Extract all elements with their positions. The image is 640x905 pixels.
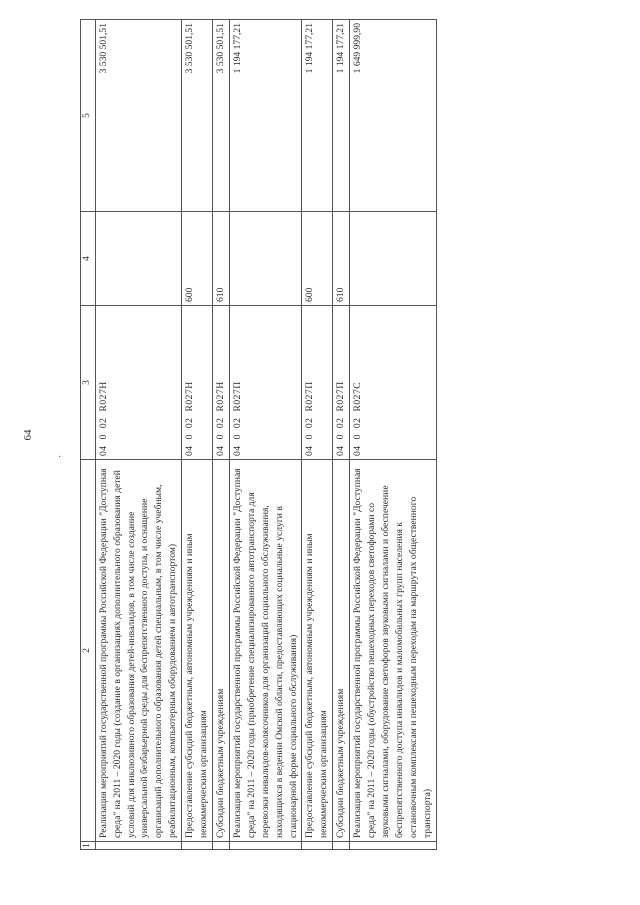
column-header: 4	[81, 212, 96, 306]
code-part: R027H	[184, 381, 196, 412]
row-code	[302, 306, 333, 460]
code-part: 02	[231, 417, 243, 429]
row-code	[229, 306, 302, 460]
code-part: 02	[215, 417, 227, 429]
row-code	[350, 306, 436, 460]
budget-table	[80, 19, 437, 850]
column-header: 2	[81, 460, 96, 842]
row-expense-type	[229, 212, 302, 306]
code-part: R027C	[352, 381, 364, 412]
code-part: R027H	[215, 381, 227, 412]
row-code	[182, 306, 213, 460]
scan-dot: ·	[58, 452, 62, 463]
code-part: 02	[97, 417, 109, 429]
code-part: R027П	[335, 381, 347, 412]
code-part: 0	[184, 434, 196, 440]
table-row	[229, 20, 302, 850]
row-index-cell	[333, 842, 350, 850]
table-row	[95, 20, 181, 850]
code-part: 0	[215, 434, 227, 440]
row-index-cell	[229, 842, 302, 850]
table-row	[350, 20, 436, 850]
table-row	[333, 20, 350, 850]
row-expense-type	[95, 212, 181, 306]
row-expense-type: 610	[213, 212, 230, 306]
row-index-cell	[95, 842, 181, 850]
code-part: 02	[335, 417, 347, 429]
row-amount: 1 194 177,21	[229, 20, 302, 212]
rotated-content	[22, 20, 620, 850]
row-name: Реализация мероприятий государственной программы Российской Федерации "Доступная среда" на 2011 – 2020 годы (приобретение специализированного автотранспорта для перевозки инвалидов-колясочников для организаций социального обслуживания, находящихся в ведении Омской области, предоставляющих социальные услуги в стационарной форме социального обслуживания)	[229, 460, 302, 842]
code-part: 0	[352, 434, 364, 440]
code-part: 04	[97, 445, 109, 456]
code-part: R027H	[97, 381, 109, 412]
code-part: 04	[215, 445, 227, 456]
row-name: Реализация мероприятий государственной программы Российской Федерации "Доступная среда" на 2011 – 2020 годы (обустройство пешеходных переходов светофорами со звуковыми сигналами, оборудование светофоров звуковыми сигналами и обеспечение беспрепятственного доступа инвалидов и маломобильных групп населения к остановочным комплексам и пешеходным переходам на маршрутах общественного транспорта)	[350, 460, 436, 842]
row-name: Реализация мероприятий государственной программы Российской Федерации "Доступная среда" на 2011 – 2020 годы (создание в организациях дополнительного образования детей условий для инклюзивного образования детей-инвалидов, в том числе создание универсальной безбарьерной среды для беспрепятственного доступа, и оснащение организаций дополнительного образования детей специальным, в том числе учебным, реабилитационным, компьютерным оборудованием и автотранспортом)	[95, 460, 181, 842]
code-part: 0	[231, 434, 243, 440]
code-part: R027П	[231, 381, 243, 412]
row-name: Субсидии бюджетным учреждениям	[333, 460, 350, 842]
row-code	[213, 306, 230, 460]
row-index-cell	[213, 842, 230, 850]
table-row	[302, 20, 333, 850]
table-row	[182, 20, 213, 850]
code-part: 04	[304, 445, 316, 456]
code-part: 0	[97, 434, 109, 440]
column-header: 1	[81, 842, 96, 850]
code-part: 0	[335, 434, 347, 440]
row-expense-type: 600	[182, 212, 213, 306]
code-part: 04	[184, 445, 196, 456]
row-amount: 1 194 177,21	[302, 20, 333, 212]
table-row	[213, 20, 230, 850]
code-part: 0	[304, 434, 316, 440]
row-code	[333, 306, 350, 460]
row-index-cell	[350, 842, 436, 850]
row-amount: 3 530 501,51	[95, 20, 181, 212]
row-index-cell	[302, 842, 333, 850]
code-part: 02	[184, 417, 196, 429]
row-expense-type: 600	[302, 212, 333, 306]
code-part: 04	[231, 445, 243, 456]
table-header-row	[81, 20, 96, 850]
row-name: Предоставление субсидий бюджетным, автономным учреждениям и иным некоммерческим организациям	[302, 460, 333, 842]
page-number: 64	[22, 429, 34, 441]
row-amount: 3 530 501,51	[182, 20, 213, 212]
row-expense-type: 610	[333, 212, 350, 306]
row-amount: 1 194 177,21	[333, 20, 350, 212]
code-part: 02	[352, 417, 364, 429]
code-part: R027П	[304, 381, 316, 412]
code-part: 02	[304, 417, 316, 429]
column-header: 3	[81, 306, 96, 460]
code-part: 04	[335, 445, 347, 456]
row-amount: 3 530 501,51	[213, 20, 230, 212]
column-header: 5	[81, 20, 96, 212]
row-index-cell	[182, 842, 213, 850]
row-name: Предоставление субсидий бюджетным, автономным учреждениям и иным некоммерческим организациям	[182, 460, 213, 842]
code-part: 04	[352, 445, 364, 456]
row-expense-type	[350, 212, 436, 306]
row-amount: 1 649 999,90	[350, 20, 436, 212]
row-name: Субсидии бюджетным учреждениям	[213, 460, 230, 842]
row-code	[95, 306, 181, 460]
